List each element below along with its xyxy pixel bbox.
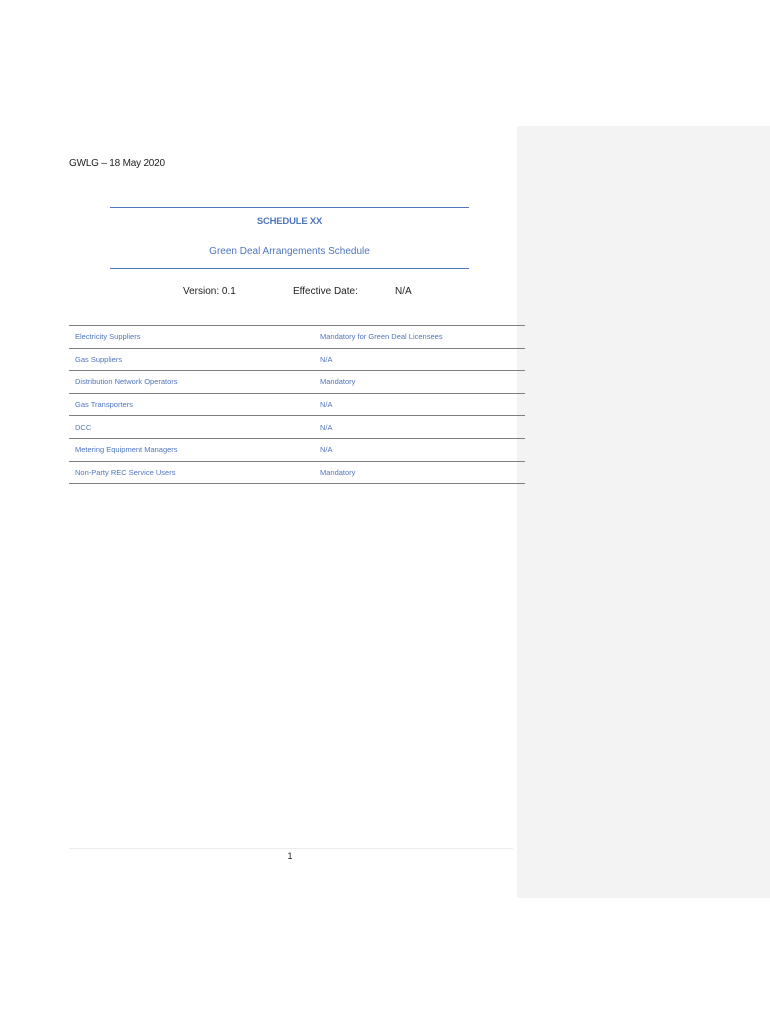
- party-status: N/A: [293, 348, 525, 371]
- party-name: Gas Transporters: [69, 393, 293, 416]
- party-status: N/A: [293, 393, 525, 416]
- title-bottom-rule: [110, 268, 469, 269]
- party-status: Mandatory: [293, 461, 525, 484]
- party-name: Distribution Network Operators: [69, 371, 293, 394]
- document-header: GWLG – 18 May 2020: [69, 158, 165, 169]
- party-status: Mandatory: [293, 371, 525, 394]
- party-status: N/A: [293, 416, 525, 439]
- party-name: Non-Party REC Service Users: [69, 461, 293, 484]
- table-row: [69, 326, 525, 349]
- title-top-rule: [110, 207, 469, 208]
- party-status: Mandatory for Green Deal Licensees: [293, 326, 525, 349]
- table-row: [69, 371, 525, 394]
- comment-pane: [517, 126, 770, 898]
- party-name: DCC: [69, 416, 293, 439]
- footer-rule: [69, 848, 513, 849]
- table-row: [69, 438, 525, 461]
- effective-date-label: Effective Date:: [293, 286, 358, 297]
- effective-date-value: N/A: [395, 286, 412, 297]
- schedule-title: SCHEDULE XX: [256, 216, 323, 227]
- party-name: Metering Equipment Managers: [69, 438, 293, 461]
- schedule-subtitle: Green Deal Arrangements Schedule: [209, 246, 370, 257]
- version-text: Version: 0.1: [183, 286, 236, 297]
- parties-table: [69, 325, 525, 484]
- table-row: [69, 393, 525, 416]
- party-name: Gas Suppliers: [69, 348, 293, 371]
- table-row: [69, 461, 525, 484]
- table-row: [69, 348, 525, 371]
- party-status: N/A: [293, 438, 525, 461]
- table-row: [69, 416, 525, 439]
- party-name: Electricity Suppliers: [69, 326, 293, 349]
- page-number: 1: [287, 851, 293, 861]
